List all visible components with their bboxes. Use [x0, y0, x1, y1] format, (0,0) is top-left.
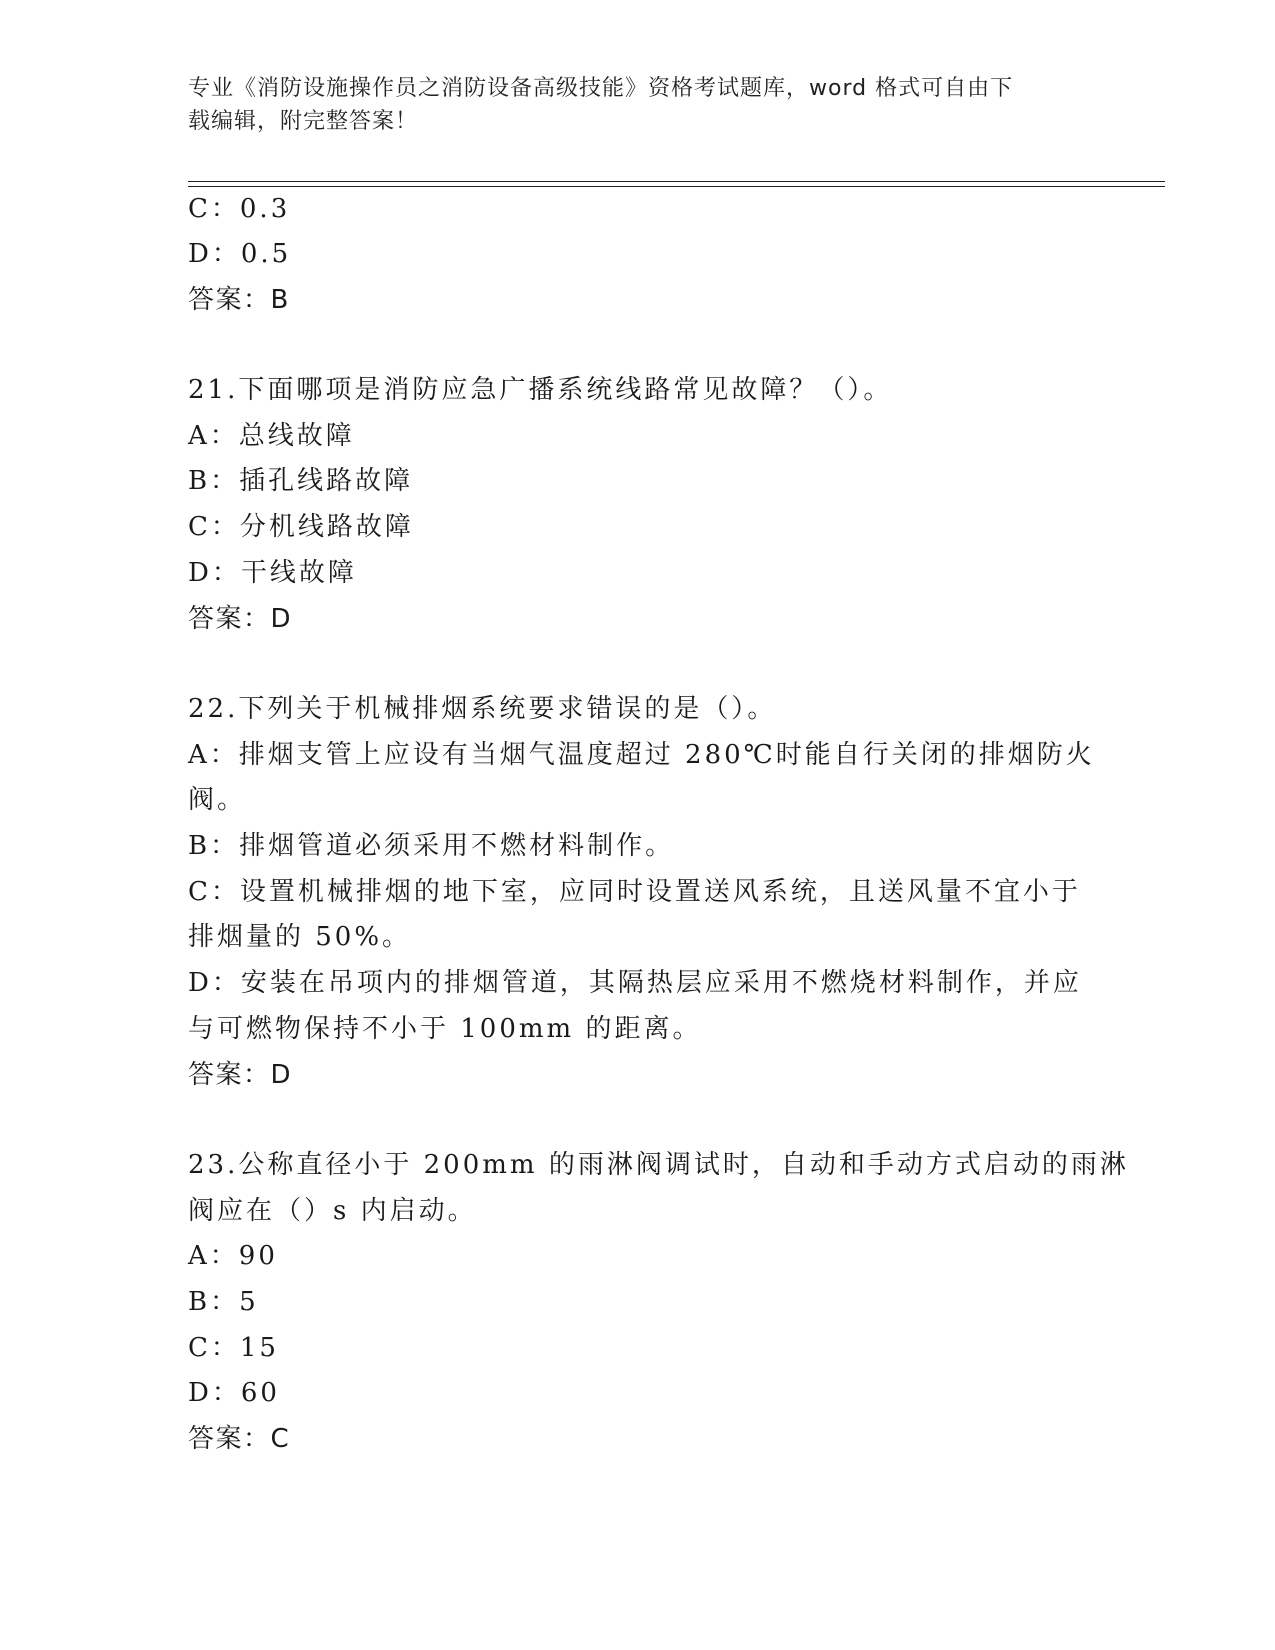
header-line-1: 专业《消防设施操作员之消防设备高级技能》资格考试题库，word 格式可自由下: [188, 76, 1014, 101]
q21-stem: 21.下面哪项是消防应急广播系统线路常见故障？（）。: [188, 375, 893, 405]
q21-option-a: A：总线故障: [188, 421, 355, 451]
q23-option-a: A：90: [188, 1241, 278, 1271]
q22-option-d-line-1: D：安装在吊项内的排烟管道，其隔热层应采用不燃烧材料制作，并应: [188, 968, 1082, 998]
q22-option-d-line-2: 与可燃物保持不小于 100mm 的距离。: [188, 1014, 702, 1044]
q22-option-c-line-1: C：设置机械排烟的地下室，应同时设置送风系统，且送风量不宜小于: [188, 877, 1081, 907]
prev-option-c: C：0.3: [188, 194, 291, 224]
q23-option-d: D：60: [188, 1378, 280, 1408]
header-divider-bottom: [188, 186, 1165, 187]
prev-option-d: D：0.5: [188, 239, 292, 269]
q22-option-c-line-2: 排烟量的 50%。: [188, 922, 412, 952]
q21-option-d: D：干线故障: [188, 558, 357, 588]
q22-option-b: B：排烟管道必须采用不燃材料制作。: [188, 831, 675, 861]
q23-answer: 答案：C: [188, 1424, 291, 1454]
q22-option-a-line-2: 阀。: [188, 785, 247, 815]
q23-option-b: B：5: [188, 1287, 259, 1317]
q22-option-a-line-1: A：排烟支管上应设有当烟气温度超过 280℃时能自行关闭的排烟防火: [188, 740, 1095, 770]
q22-answer: 答案：D: [188, 1060, 293, 1090]
header-line-2: 载编辑，附完整答案！: [188, 109, 419, 134]
q23-stem-line-2: 阀应在（）s 内启动。: [188, 1196, 477, 1226]
q22-stem: 22.下列关于机械排烟系统要求错误的是（）。: [188, 694, 777, 724]
q23-stem-line-1: 23.公称直径小于 200mm 的雨淋阀调试时，自动和手动方式启动的雨淋: [188, 1150, 1129, 1180]
header-divider-top: [188, 181, 1165, 182]
document-header: [188, 72, 1068, 138]
q23-option-c: C：15: [188, 1333, 279, 1363]
prev-answer: 答案：B: [188, 285, 290, 315]
q21-answer: 答案：D: [188, 604, 293, 634]
q21-option-b: B：插孔线路故障: [188, 466, 414, 496]
q21-option-c: C：分机线路故障: [188, 512, 414, 542]
